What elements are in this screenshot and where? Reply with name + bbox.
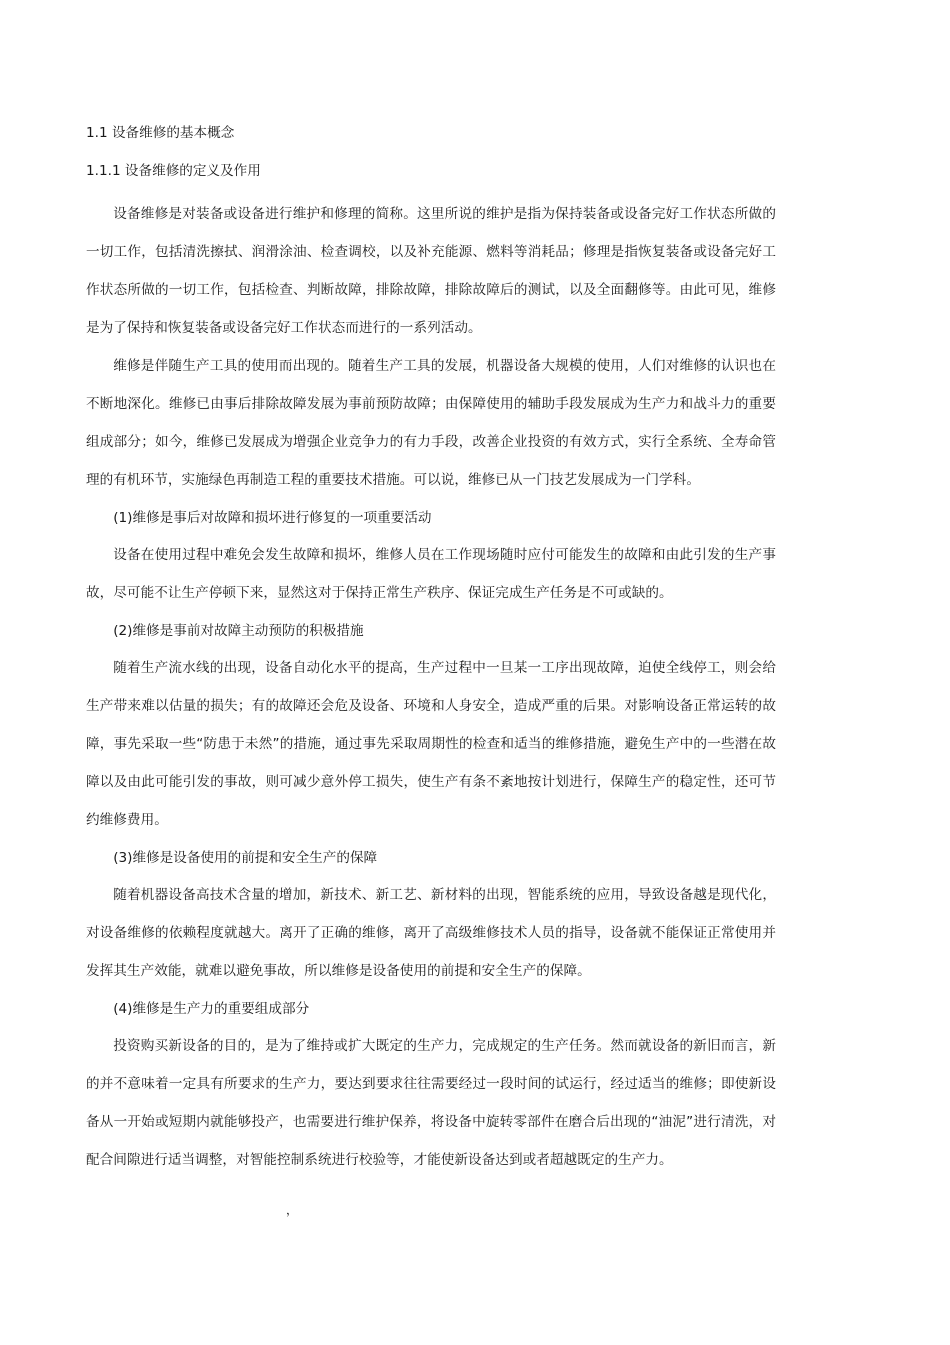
paragraph-item-2: 随着生产流水线的出现，设备自动化水平的提高，生产过程中一旦某一工序出现故障，迫使全线停工，则会给生产带来难以估量的损失；有的故障还会危及设备、环境和人身安全，造成严重的后果。对影响设备正常运转的故障，事先采取一些“防患于未然”的措施，通过事先采取周期性的检查和适当的维修措施，避免生产中的一些潜在故障以及由此可能引发的事故，则可减少意外停工损失，使生产有条不紊地按计划进行，保障生产的稳定性，还可节约维修费用。	[86, 660, 776, 828]
paragraph-development: 维修是伴随生产工具的使用而出现的。随着生产工具的发展，机器设备大规模的使用，人们对维修的认识也在不断地深化。维修已由事后排除故障发展为事前预防故障；由保障使用的辅助手段发展成为生产力和战斗力的重要组成部分；如今，维修已发展成为增强企业竞争力的有力手段，改善企业投资的有效方式，实行全系统、全寿命管理的有机环节，实施绿色再制造工程的重要技术措施。可以说，维修已从一门技艺发展成为一门学科。	[86, 358, 776, 488]
list-item-heading-4: (4)维修是生产力的重要组成部分	[113, 1001, 310, 1017]
paragraph-item-1: 设备在使用过程中难免会发生故障和损坏，维修人员在工作现场随时应付可能发生的故障和由此引发的生产事故，尽可能不让生产停顿下来，显然这对于保持正常生产秩序、保证完成生产任务是不可或缺的。	[86, 547, 776, 601]
list-item-heading-3: (3)维修是设备使用的前提和安全生产的保障	[113, 850, 378, 866]
section-heading: 1.1 设备维修的基本概念	[86, 125, 235, 141]
paragraph-definition: 设备维修是对装备或设备进行维护和修理的简称。这里所说的维护是指为保持装备或设备完好工作状态所做的一切工作，包括清洗擦拭、润滑涂油、检查调校，以及补充能源、燃料等消耗品；修理是指恢复装备或设备完好工作状态所做的一切工作，包括检查、判断故障，排除故障，排除故障后的测试，以及全面翻修等。由此可见，维修是为了保持和恢复装备或设备完好工作状态而进行的一系列活动。	[86, 206, 776, 336]
subsection-heading: 1.1.1 设备维修的定义及作用	[86, 163, 261, 179]
stray-mark: ，	[286, 1203, 299, 1217]
paragraph-item-3: 随着机器设备高技术含量的增加，新技术、新工艺、新材料的出现，智能系统的应用，导致设备越是现代化，对设备维修的依赖程度就越大。离开了正确的维修，离开了高级维修技术人员的指导，设备就不能保证正常使用并发挥其生产效能，就难以避免事故，所以维修是设备使用的前提和安全生产的保障。	[86, 887, 776, 979]
document-body	[86, 123, 776, 1179]
list-item-heading-2: (2)维修是事前对故障主动预防的积极措施	[113, 623, 364, 639]
paragraph-item-4: 投资购买新设备的目的，是为了维持或扩大既定的生产力，完成规定的生产任务。然而就设备的新旧而言，新的并不意味着一定具有所要求的生产力，要达到要求往往需要经过一段时间的试运行，经过适当的维修；即使新设备从一开始或短期内就能够投产，也需要进行维护保养，将设备中旋转零部件在磨合后出现的“油泥”进行清洗，对配合间隙进行适当调整，对智能控制系统进行校验等，才能使新设备达到或者超越既定的生产力。	[86, 1038, 776, 1168]
list-item-heading-1: (1)维修是事后对故障和损坏进行修复的一项重要活动	[113, 510, 432, 526]
